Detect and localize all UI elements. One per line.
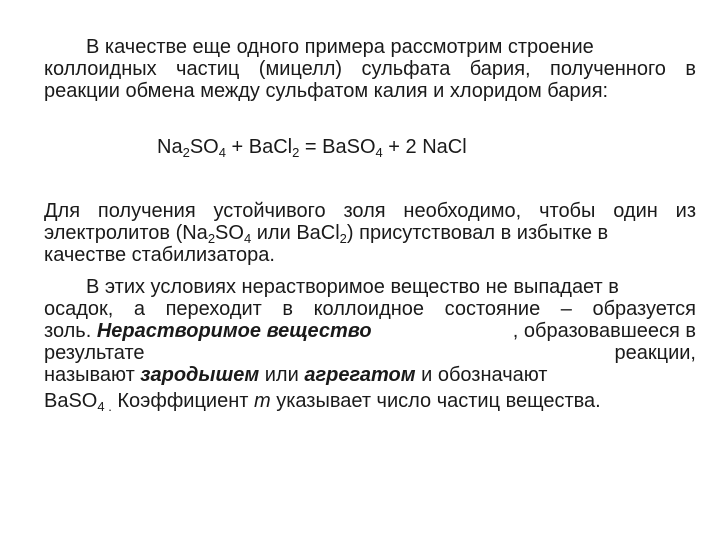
eq-so: SO — [189, 136, 219, 158]
reaction-equation — [157, 136, 467, 159]
eq-nacl: + 2 NaCl — [382, 136, 467, 158]
sol-line-3 — [44, 320, 696, 342]
stabilizer-line-1: Для получения устойчивого золя необходимо, чтобы один из — [44, 200, 696, 222]
eq-sub: 2 — [292, 145, 300, 160]
italic-m: m — [253, 390, 271, 412]
sol-line-2: осадок, а переходит в коллоидное состояние – образуется — [44, 298, 696, 320]
eq-plus: + — [225, 136, 249, 158]
sub: 4 . — [97, 399, 112, 414]
text: BaSO — [44, 390, 98, 412]
eq-equals: = — [299, 136, 323, 158]
emphasis: агрегатом — [304, 364, 416, 386]
sol-line-5 — [44, 364, 696, 386]
emphasis: зародышем — [140, 364, 260, 386]
text: или — [259, 364, 305, 386]
emphasis: Нерастворимое вещество — [96, 320, 372, 342]
eq-sub: 4 — [375, 145, 383, 160]
sub: 2 — [339, 231, 347, 246]
stabilizer-line-2 — [44, 222, 696, 244]
intro-line-2: коллоидных частиц (мицелл) сульфата бария, полученного в — [44, 58, 696, 80]
sub: 2 — [207, 231, 216, 246]
text: Коэффициент — [111, 390, 254, 412]
text: , образовавшееся в — [512, 320, 696, 342]
text: ) присутствовал в избытке в — [346, 222, 609, 244]
text: реакции, — [614, 342, 696, 364]
sub: 4 — [243, 231, 252, 246]
text: и обозначают — [415, 364, 548, 386]
sol-line-6 — [44, 390, 696, 412]
text: электролитов (Na — [44, 222, 208, 244]
stabilizer-line-3: качестве стабилизатора. — [44, 244, 275, 266]
text: результате — [44, 342, 145, 364]
text: называют — [44, 364, 141, 386]
stabilizer-paragraph — [44, 200, 696, 266]
text: или BaCl — [251, 222, 340, 244]
eq-baso: BaSO — [322, 136, 376, 158]
sol-paragraph — [44, 276, 696, 412]
text: указывает число частиц вещества. — [270, 390, 601, 412]
intro-line-1: В качестве еще одного примера рассмотрим строение — [86, 36, 594, 58]
text: золь. — [44, 320, 97, 342]
intro-line-3: реакции обмена между сульфатом калия и хлоридом бария: — [44, 80, 609, 102]
eq-sub: 2 — [182, 145, 190, 160]
eq-sub: 4 — [218, 145, 226, 160]
text: SO — [215, 222, 244, 244]
intro-paragraph — [44, 36, 696, 102]
eq-na: Na — [157, 136, 183, 158]
eq-bacl: BaCl — [248, 136, 293, 158]
sol-line-4 — [44, 342, 696, 364]
sol-line-1: В этих условиях нерастворимое вещество не выпадает в — [86, 276, 619, 298]
